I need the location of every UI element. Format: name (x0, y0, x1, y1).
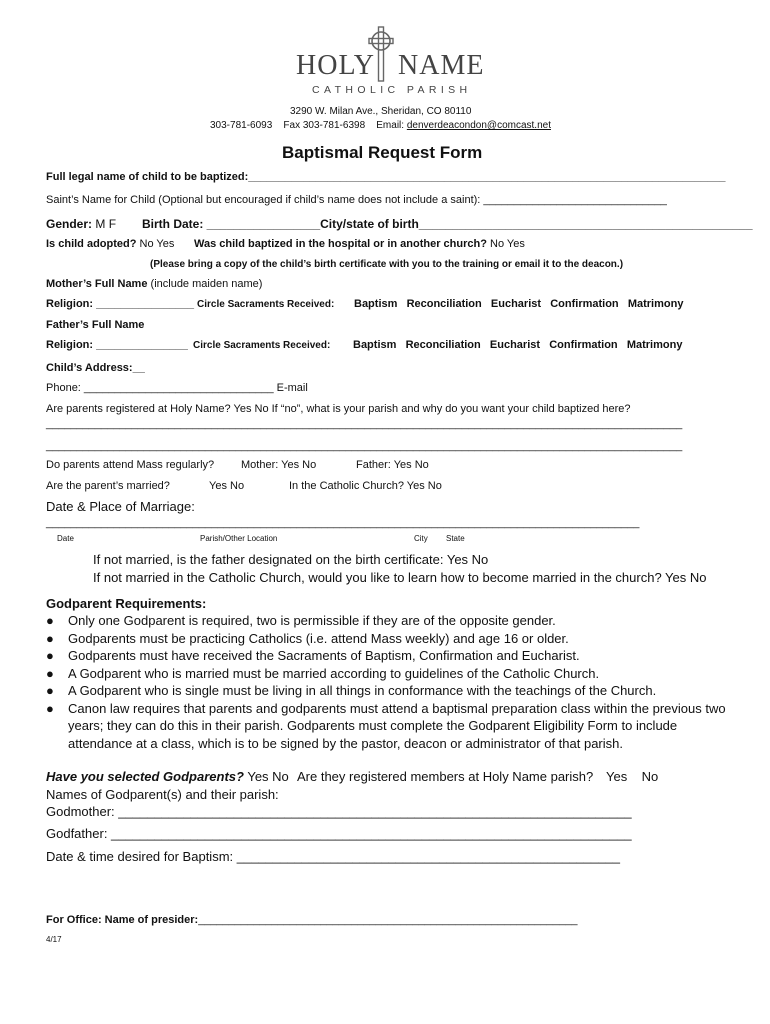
mass-question: Do parents attend Mass regularly? (46, 459, 215, 471)
marriage-col-date: Date (57, 534, 74, 543)
registered-question: Are parents registered at Holy Name? Yes No If “no”, what is your parish and why do you want your child baptized here? (46, 403, 631, 415)
certificate-note: (Please bring a copy of the child’s birth certificate with you to the training or email it to the deacon.) (150, 259, 624, 270)
father-designated-question[interactable]: If not married, is the father designated on the birth certificate: Yes No (93, 552, 489, 567)
email-label: Email: (376, 120, 405, 131)
father-name-label[interactable]: Father’s Full Name (46, 319, 145, 331)
logo-word-name: NAME (398, 50, 485, 81)
adopted-label: Is child adopted? (46, 238, 137, 250)
father-circle-label: Circle Sacraments Received: (193, 340, 331, 351)
baptized-label: Was child baptized in the hospital or in another church? (194, 238, 487, 250)
legal-name-field[interactable]: Full legal name of child to be baptized:______________________________________________________________________________ (46, 171, 726, 183)
godmother-field[interactable]: Godmother: _______________________________________________________________________ (46, 804, 632, 819)
bullet-icon: ● (46, 700, 54, 716)
logo-word-holy: HOLY (296, 50, 375, 81)
answer-line-1[interactable]: ________________________________________________________________________________________________________ (46, 418, 683, 430)
marriage-line[interactable]: _________________________________________________________________________________________________ (46, 517, 640, 529)
mother-sacraments[interactable]: Baptism Reconciliation Eucharist Confirmation Matrimony (354, 298, 684, 310)
saint-name-field[interactable]: Saint’s Name for Child (Optional but encouraged if child’s name does not include a saint): ______________________________ (46, 194, 667, 206)
mother-religion-field[interactable]: Religion: ________________ (46, 298, 194, 310)
presider-field[interactable]: ______________________________________________________________ (198, 914, 578, 926)
list-item: ● A Godparent who is single must be living in all things in conformance with the teachings of the Church. (46, 683, 657, 698)
married-options[interactable]: Yes No (209, 480, 245, 492)
bullet-icon: ● (46, 613, 54, 628)
mother-name-label: Mother’s Full Name (46, 278, 148, 290)
godparent-requirements-list (46, 612, 726, 752)
office-row (46, 914, 578, 926)
father-mass-options[interactable]: Father: Yes No (356, 459, 429, 471)
members-options[interactable]: Yes No (606, 769, 659, 784)
gender-label: Gender: (46, 217, 93, 231)
baptism-date-field[interactable]: Date & time desired for Baptism: _____________________________________________________ (46, 849, 620, 864)
phone-email-field[interactable]: Phone: _______________________________ E-mail (46, 382, 308, 394)
form-title: Baptismal Request Form (282, 143, 483, 162)
marriage-col-city: City (414, 534, 428, 543)
answer-line-2[interactable]: ________________________________________________________________________________________________________ (46, 440, 683, 452)
bullet-icon: ● (46, 665, 54, 681)
list-item: ● Godparents must have received the Sacraments of Baptism, Confirmation and Eucharist. (46, 648, 580, 663)
form-version: 4/17 (46, 935, 62, 944)
baptized-options[interactable]: No Yes (490, 238, 525, 250)
baptized-row (194, 238, 525, 250)
marriage-col-state: State (446, 534, 465, 543)
father-religion-field[interactable]: Religion: _______________ (46, 339, 188, 351)
child-address-field[interactable]: Child’s Address:__ (46, 362, 145, 374)
parish-logo (292, 26, 485, 100)
office-label: For Office: Name of presider: (46, 914, 199, 926)
mother-name-row[interactable] (46, 278, 262, 290)
phone-number: 303-781-6093 (210, 120, 273, 131)
fax-number: Fax 303-781-6398 (283, 120, 366, 131)
mother-mass-options[interactable]: Mother: Yes No (241, 459, 317, 471)
married-question: Are the parent’s married? (46, 480, 170, 492)
godparent-heading: Godparent Requirements: (46, 596, 207, 611)
list-item: ● Only one Godparent is required, two is permissible if they are of the opposite gender. (46, 613, 556, 628)
father-sacraments[interactable]: Baptism Reconciliation Eucharist Confirmation Matrimony (353, 339, 683, 351)
selected-godparents-options[interactable]: Yes No (247, 769, 289, 784)
list-item: ● Canon law requires that parents and godparents must attend a baptismal preparation class within the previous two years; they can do this in their parish. Godparents must complete the Godparent Eligibility Form to include attendance at a class, which is to be signed by the pastor, deacon or administrator of that parish. (46, 700, 726, 751)
gender-row (46, 217, 116, 231)
adopted-row (46, 238, 174, 250)
logo-subtitle: CATHOLIC PARISH (312, 84, 472, 96)
bullet-icon: ● (46, 630, 54, 646)
mother-name-note: (include maiden name) (150, 278, 263, 290)
bullet-icon: ● (46, 683, 54, 698)
list-item: ● A Godparent who is married must be married according to guidelines of the Catholic Church. (46, 665, 600, 681)
selected-godparents-label: Have you selected Godparents? (46, 769, 244, 784)
list-item: ● Godparents must be practicing Catholics (i.e. attend Mass weekly) and age 16 or older. (46, 630, 569, 646)
parish-address: 3290 W. Milan Ave., Sheridan, CO 80110 (290, 106, 472, 117)
selected-godparents-row (46, 769, 289, 784)
contact-line (210, 120, 551, 131)
mother-circle-label: Circle Sacraments Received: (197, 299, 335, 310)
bullet-icon: ● (46, 648, 54, 663)
catholic-church-question[interactable]: In the Catholic Church? Yes No (289, 480, 442, 492)
email-link[interactable]: denverdeacondon@comcast.net (406, 120, 551, 131)
gender-options[interactable]: M F (95, 217, 117, 231)
marriage-label: Date & Place of Marriage: (46, 499, 195, 514)
members-question: Are they registered members at Holy Name parish? (297, 769, 594, 784)
adopted-options[interactable]: No Yes (139, 238, 175, 250)
godparent-names-label: Names of Godparent(s) and their parish: (46, 787, 279, 802)
learn-marriage-question[interactable]: If not married in the Catholic Church, would you like to learn how to become married in the church? Yes No (93, 570, 707, 585)
marriage-col-parish: Parish/Other Location (200, 534, 278, 543)
birth-date-field[interactable]: Birth Date: _________________City/state of birth__________________________________________________ (142, 217, 753, 231)
godfather-field[interactable]: Godfather: ________________________________________________________________________ (46, 826, 632, 841)
